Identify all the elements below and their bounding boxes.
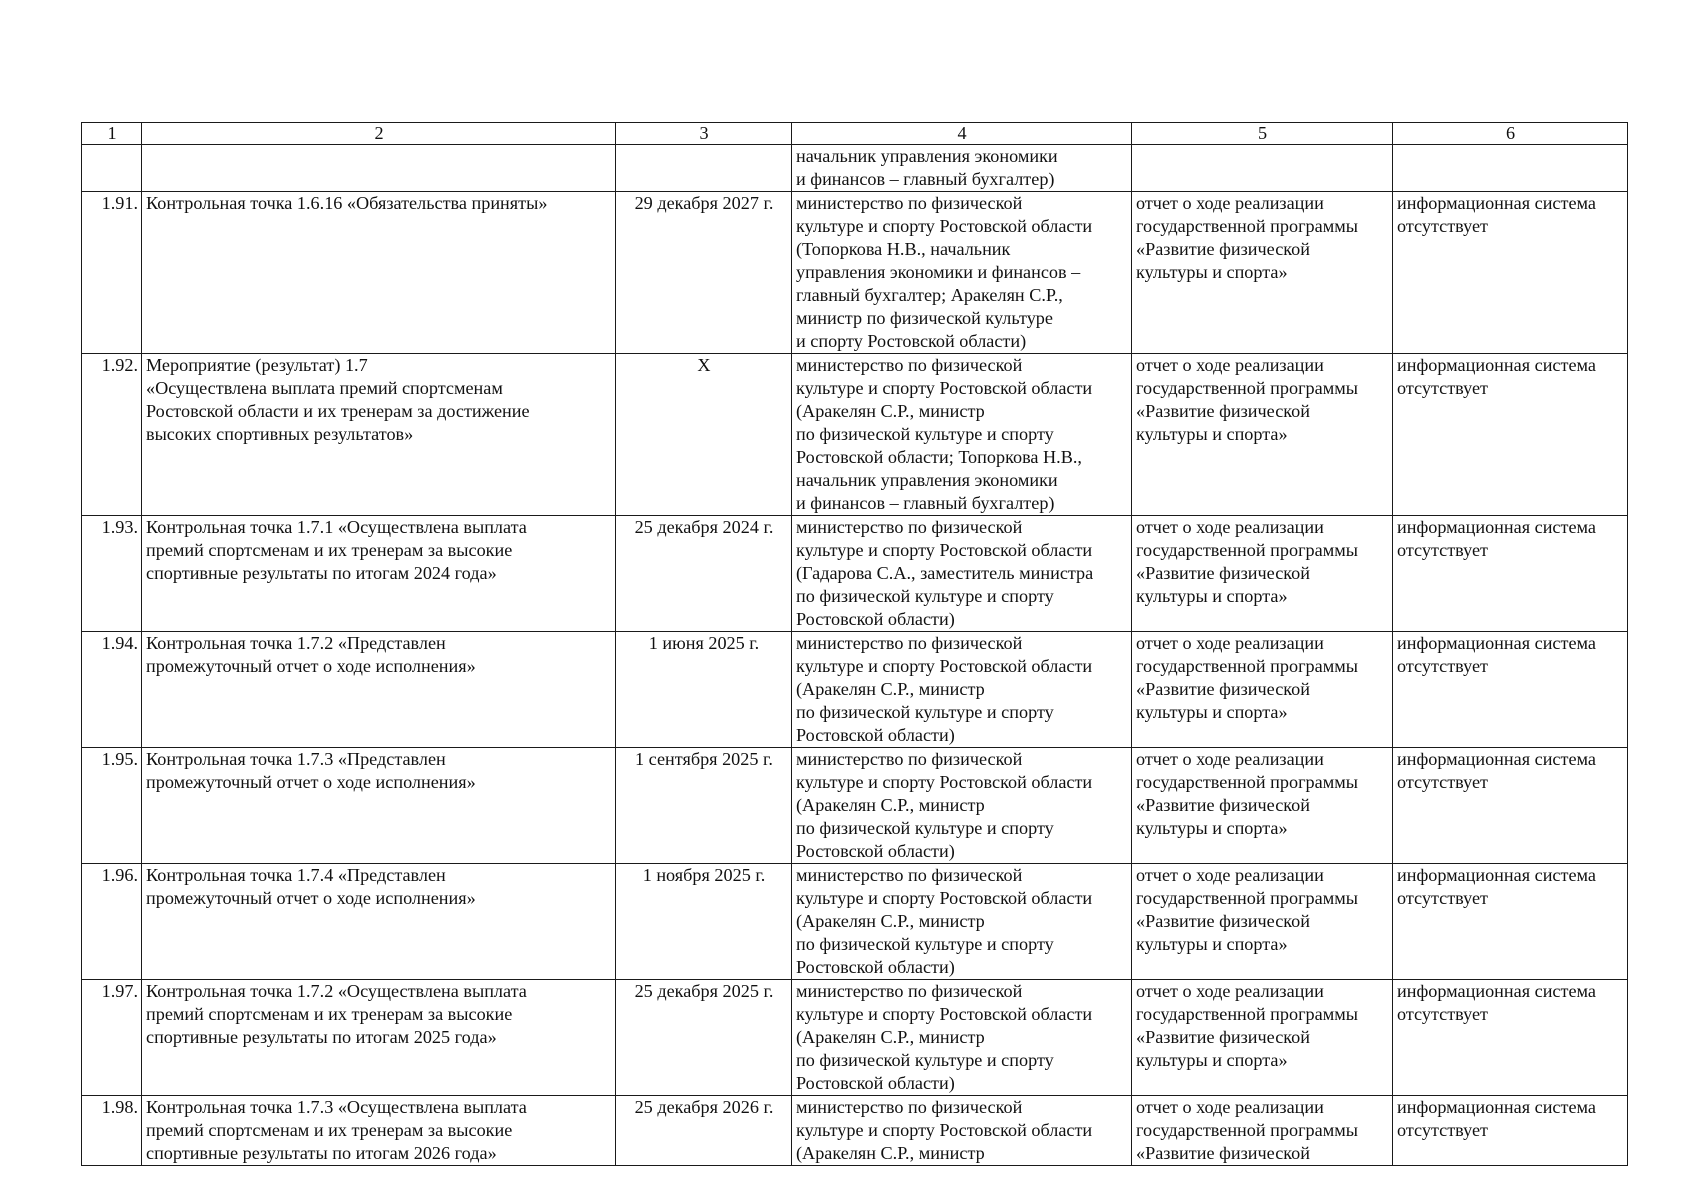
responsible-cell: министерство по физической культуре и спорту Ростовской области (Аракелян С.Р., министр по физической культуре и спорту Ростовской области; Топоркова Н.В., начальник управления экономики и финансов – главный бухгалтер) bbox=[792, 354, 1132, 516]
document-cell: отчет о ходе реализации государственной программы «Развитие физической культуры и спорта» bbox=[1132, 980, 1393, 1096]
information-system-cell: информационная система отсутствует bbox=[1393, 1096, 1628, 1166]
event-name-cell: Мероприятие (результат) 1.7 «Осуществлена выплата премий спортсменам Ростовской области и их тренерам за достижение высоких спортивных результатов» bbox=[142, 354, 616, 516]
responsible-cell: министерство по физической культуре и спорту Ростовской области (Аракелян С.Р., министр bbox=[792, 1096, 1132, 1166]
event-name-cell bbox=[142, 145, 616, 192]
information-system-cell: информационная система отсутствует bbox=[1393, 632, 1628, 748]
header-cell-5: 5 bbox=[1132, 123, 1393, 145]
deadline-cell: 1 ноября 2025 г. bbox=[616, 864, 792, 980]
table-row bbox=[82, 516, 1628, 632]
document-cell bbox=[1132, 145, 1393, 192]
row-number-cell: 1.94. bbox=[82, 632, 142, 748]
event-name-cell: Контрольная точка 1.7.2 «Осуществлена выплата премий спортсменам и их тренерам за высокие спортивные результаты по итогам 2025 года» bbox=[142, 980, 616, 1096]
header-row bbox=[82, 123, 1628, 145]
responsible-cell: министерство по физической культуре и спорту Ростовской области (Аракелян С.Р., министр по физической культуре и спорту Ростовской области) bbox=[792, 632, 1132, 748]
row-number-cell: 1.98. bbox=[82, 1096, 142, 1166]
table-row bbox=[82, 192, 1628, 354]
deadline-cell: 1 сентября 2025 г. bbox=[616, 748, 792, 864]
document-cell: отчет о ходе реализации государственной программы «Развитие физической культуры и спорта» bbox=[1132, 192, 1393, 354]
row-number-cell: 1.91. bbox=[82, 192, 142, 354]
information-system-cell: информационная система отсутствует bbox=[1393, 192, 1628, 354]
header-cell-3: 3 bbox=[616, 123, 792, 145]
row-number-cell bbox=[82, 145, 142, 192]
table-row bbox=[82, 145, 1628, 192]
responsible-cell: министерство по физической культуре и спорту Ростовской области (Аракелян С.Р., министр по физической культуре и спорту Ростовской области) bbox=[792, 980, 1132, 1096]
responsible-cell: министерство по физической культуре и спорту Ростовской области (Аракелян С.Р., министр по физической культуре и спорту Ростовской области) bbox=[792, 748, 1132, 864]
table-row bbox=[82, 1096, 1628, 1166]
row-number-cell: 1.97. bbox=[82, 980, 142, 1096]
table-row bbox=[82, 354, 1628, 516]
deadline-cell: 25 декабря 2024 г. bbox=[616, 516, 792, 632]
header-cell-2: 2 bbox=[142, 123, 616, 145]
information-system-cell: информационная система отсутствует bbox=[1393, 748, 1628, 864]
deadline-cell: 25 декабря 2026 г. bbox=[616, 1096, 792, 1166]
row-number-cell: 1.95. bbox=[82, 748, 142, 864]
row-number-cell: 1.96. bbox=[82, 864, 142, 980]
event-name-cell: Контрольная точка 1.6.16 «Обязательства приняты» bbox=[142, 192, 616, 354]
header-cell-1: 1 bbox=[82, 123, 142, 145]
header-cell-6: 6 bbox=[1393, 123, 1628, 145]
event-name-cell: Контрольная точка 1.7.3 «Представлен промежуточный отчет о ходе исполнения» bbox=[142, 748, 616, 864]
document-cell: отчет о ходе реализации государственной программы «Развитие физической культуры и спорта» bbox=[1132, 354, 1393, 516]
deadline-cell: 29 декабря 2027 г. bbox=[616, 192, 792, 354]
deadline-cell: Х bbox=[616, 354, 792, 516]
row-number-cell: 1.92. bbox=[82, 354, 142, 516]
responsible-cell: министерство по физической культуре и спорту Ростовской области (Аракелян С.Р., министр по физической культуре и спорту Ростовской области) bbox=[792, 864, 1132, 980]
event-name-cell: Контрольная точка 1.7.4 «Представлен промежуточный отчет о ходе исполнения» bbox=[142, 864, 616, 980]
table-row bbox=[82, 632, 1628, 748]
table-row bbox=[82, 748, 1628, 864]
document-cell: отчет о ходе реализации государственной программы «Развитие физической культуры и спорта» bbox=[1132, 632, 1393, 748]
information-system-cell: информационная система отсутствует bbox=[1393, 516, 1628, 632]
header-cell-4: 4 bbox=[792, 123, 1132, 145]
deadline-cell bbox=[616, 145, 792, 192]
information-system-cell: информационная система отсутствует bbox=[1393, 980, 1628, 1096]
row-number-cell: 1.93. bbox=[82, 516, 142, 632]
responsible-cell: начальник управления экономики и финансов – главный бухгалтер) bbox=[792, 145, 1132, 192]
event-name-cell: Контрольная точка 1.7.3 «Осуществлена выплата премий спортсменам и их тренерам за высокие спортивные результаты по итогам 2026 года» bbox=[142, 1096, 616, 1166]
responsible-cell: министерство по физической культуре и спорту Ростовской области (Топоркова Н.В., начальник управления экономики и финансов – главный бухгалтер; Аракелян С.Р., министр по физической культуре и спорту Ростовской области) bbox=[792, 192, 1132, 354]
deadline-cell: 1 июня 2025 г. bbox=[616, 632, 792, 748]
plan-table bbox=[81, 122, 1628, 1166]
event-name-cell: Контрольная точка 1.7.1 «Осуществлена выплата премий спортсменам и их тренерам за высокие спортивные результаты по итогам 2024 года» bbox=[142, 516, 616, 632]
document-cell: отчет о ходе реализации государственной программы «Развитие физической культуры и спорта» bbox=[1132, 864, 1393, 980]
event-name-cell: Контрольная точка 1.7.2 «Представлен промежуточный отчет о ходе исполнения» bbox=[142, 632, 616, 748]
table-row bbox=[82, 980, 1628, 1096]
document-cell: отчет о ходе реализации государственной программы «Развитие физической bbox=[1132, 1096, 1393, 1166]
information-system-cell: информационная система отсутствует bbox=[1393, 864, 1628, 980]
information-system-cell bbox=[1393, 145, 1628, 192]
document-cell: отчет о ходе реализации государственной программы «Развитие физической культуры и спорта» bbox=[1132, 748, 1393, 864]
document-cell: отчет о ходе реализации государственной программы «Развитие физической культуры и спорта» bbox=[1132, 516, 1393, 632]
responsible-cell: министерство по физической культуре и спорту Ростовской области (Гадарова С.А., заместитель министра по физической культуре и спорту Ростовской области) bbox=[792, 516, 1132, 632]
information-system-cell: информационная система отсутствует bbox=[1393, 354, 1628, 516]
deadline-cell: 25 декабря 2025 г. bbox=[616, 980, 792, 1096]
table-row bbox=[82, 864, 1628, 980]
